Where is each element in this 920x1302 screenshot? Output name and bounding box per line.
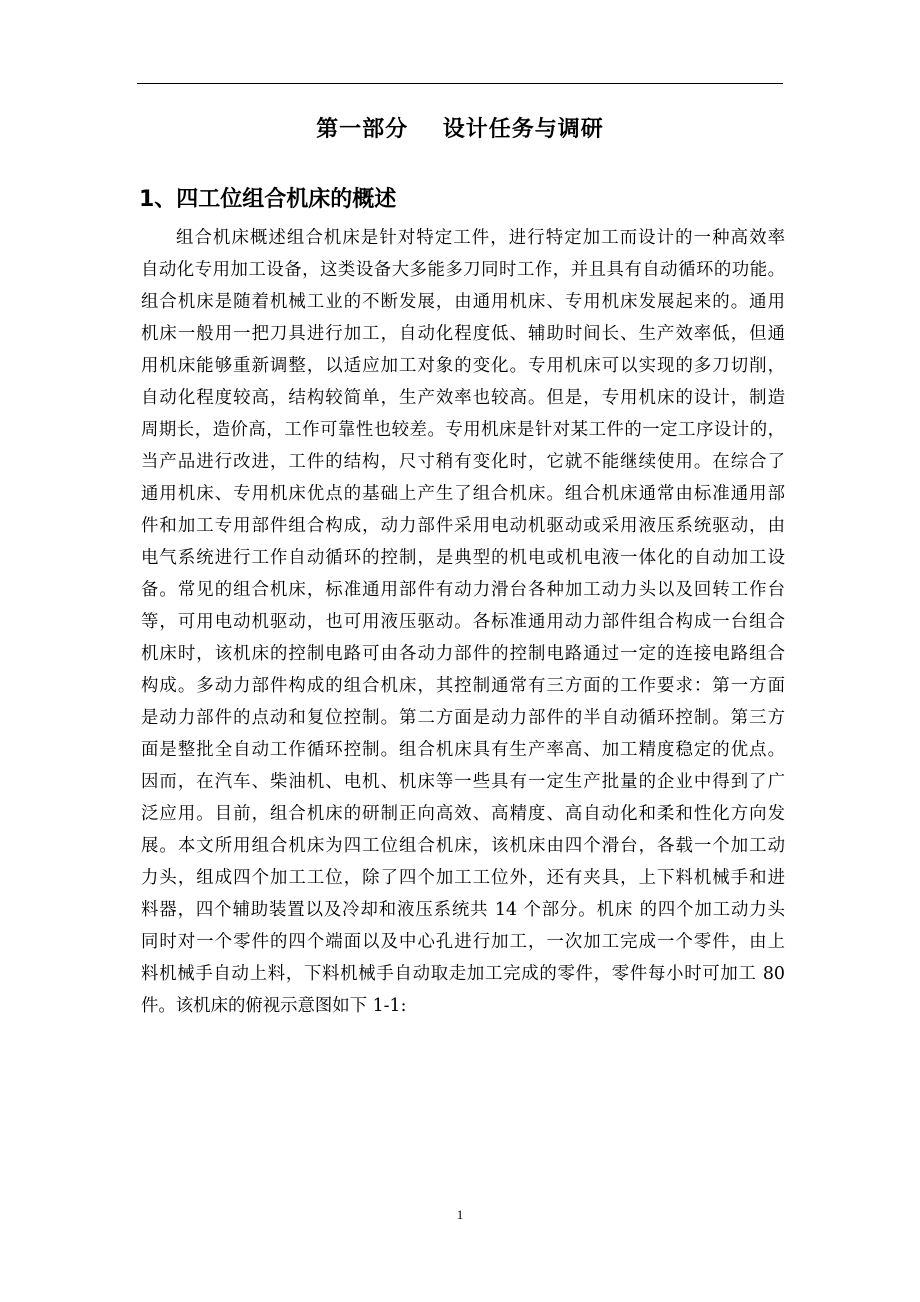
- paragraph-line: 件。该机床的俯视示意图如下 1-1:: [141, 996, 407, 1016]
- paragraph-line: 是动力部件的点动和复位控制。第二方面是动力部件的半自动循环控制。第三方: [141, 708, 785, 728]
- paragraph-line: 用机床能够重新调整，以适应加工对象的变化。专用机床可以实现的多刀切削，: [141, 356, 785, 376]
- paragraph-line: 机床时，该机床的控制电路可由各动力部件的控制电路通过一定的连接电路组合: [141, 644, 785, 664]
- paragraph-line: 展。本文所用组合机床为四工位组合机床，该机床由四个滑台，各载一个加工动: [141, 836, 785, 856]
- paragraph-line: 因而，在汽车、柴油机、电机、机床等一些具有一定生产批量的企业中得到了广: [141, 772, 785, 792]
- paragraph-line: 自动化程度较高，结构较简单，生产效率也较高。但是，专用机床的设计，制造: [141, 388, 785, 408]
- paragraph-line: 组合机床是随着机械工业的不断发展，由通用机床、专用机床发展起来的。通用: [141, 292, 785, 312]
- header-rule: [137, 83, 783, 84]
- body-paragraph: [141, 222, 785, 1022]
- paragraph-line: 备。常见的组合机床，标准通用部件有动力滑台各种加工动力头以及回转工作台: [141, 580, 785, 600]
- paragraph-line: 力头，组成四个加工工位，除了四个加工工位外，还有夹具，上下料机械手和进: [141, 868, 785, 888]
- paragraph-line: 当产品进行改进，工件的结构，尺寸稍有变化时，它就不能继续使用。在综合了: [141, 452, 785, 472]
- paragraph-line: 自动化专用加工设备，这类设备大多能多刀同时工作，并且具有自动循环的功能。: [141, 260, 785, 280]
- paragraph-line: 组合机床概述组合机床是针对特定工件，进行特定加工而设计的一种高效率: [176, 228, 785, 248]
- paragraph-line: 电气系统进行工作自动循环的控制，是典型的机电或机电液一体化的自动加工设: [141, 548, 785, 568]
- page-number: 1: [456, 1207, 464, 1222]
- paragraph-line: 构成。多动力部件构成的组合机床，其控制通常有三方面的工作要求：第一方面: [141, 676, 785, 696]
- paragraph-line: 泛应用。目前，组合机床的研制正向高效、高精度、高自动化和柔和性化方向发: [141, 804, 785, 824]
- paragraph-line: 等，可用电动机驱动，也可用液压驱动。各标准通用动力部件组合构成一台组合: [141, 612, 785, 632]
- paragraph-line: 机床一般用一把刀具进行加工，自动化程度低、辅助时间长、生产效率低，但通: [141, 324, 785, 344]
- paragraph-line: 同时对一个零件的四个端面以及中心孔进行加工，一次加工完成一个零件，由上: [141, 932, 785, 952]
- paragraph-line: 料器，四个辅助装置以及冷却和液压系统共 14 个部分。机床 的四个加工动力头: [141, 900, 785, 920]
- paragraph-line: 料机械手自动上料，下料机械手自动取走加工完成的零件，零件每小时可加工 80: [141, 964, 785, 984]
- paragraph-line: 通用机床、专用机床优点的基础上产生了组合机床。组合机床通常由标准通用部: [141, 484, 785, 504]
- part-title: 第一部分 设计任务与调研: [316, 117, 604, 142]
- paragraph-line: 周期长，造价高，工作可靠性也较差。专用机床是针对某工件的一定工序设计的，: [141, 420, 785, 440]
- paragraph-line: 面是整批全自动工作循环控制。组合机床具有生产率高、加工精度稳定的优点。: [141, 740, 785, 760]
- paragraph-line: 件和加工专用部件组合构成，动力部件采用电动机驱动或采用液压系统驱动，由: [141, 516, 785, 536]
- section-heading: 1、四工位组合机床的概述: [139, 187, 397, 212]
